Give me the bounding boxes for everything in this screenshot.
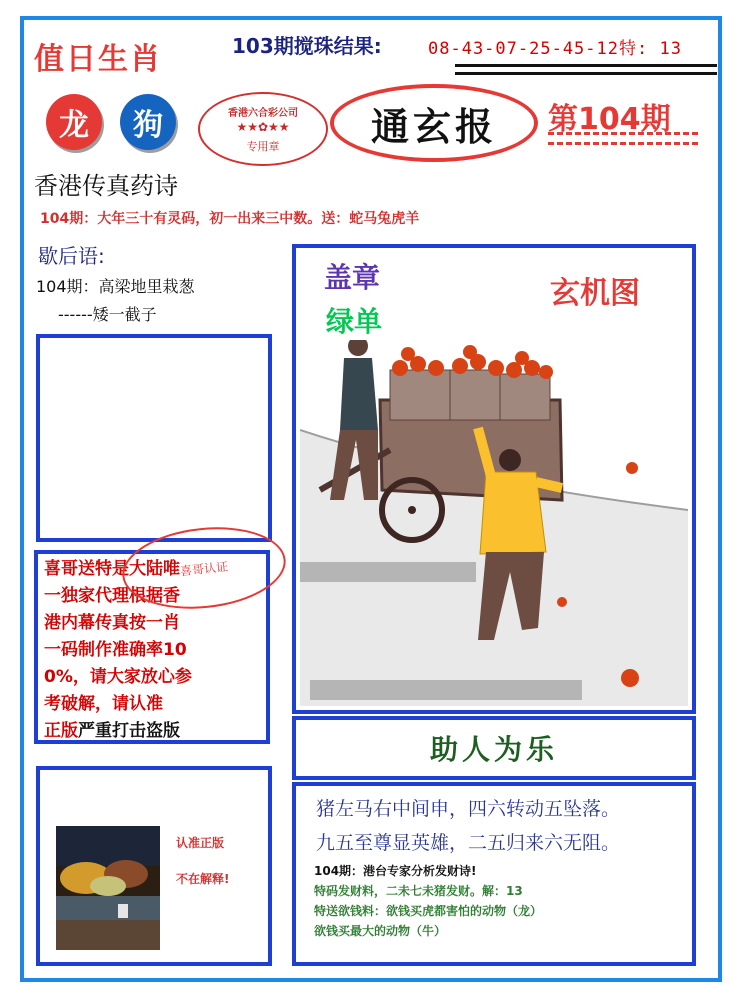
issue-underline [548, 132, 698, 138]
verse-small-3: 特送欲钱料：欲钱买虎都害怕的动物（龙） [314, 904, 543, 918]
seal-stars: ★★✿★★ [236, 120, 290, 134]
promo-line-3: 港内幕传真按一肖 [44, 613, 180, 633]
photo-caption-1: 认准正版 [176, 836, 225, 850]
redaction-bar [310, 680, 582, 700]
saying-line-1: 104期：高梁地里栽葱 [36, 277, 195, 296]
puzzle-caption-box [292, 716, 696, 780]
promo-line-7b: 严重打击盗版 [78, 721, 180, 741]
zodiac-dog-badge: 狗 [120, 94, 176, 150]
promo-line-7a: 正版 [44, 721, 78, 741]
underline-dash [455, 72, 717, 75]
puzzle-title: 玄机图 [550, 276, 640, 311]
promo-line-4: 一码制作准确率10 [44, 640, 187, 660]
promo-line-7 [44, 718, 192, 745]
verse-line-2: 九五至尊显英雄，二五归来六无阻。 [316, 832, 621, 854]
promo-line-6: 考破解，请认准 [44, 694, 163, 714]
underline-dash [455, 64, 717, 67]
verse-small-4: 欲钱买最大的动物（牛） [314, 924, 447, 938]
saying-line-2: ------矮一截子 [58, 305, 157, 324]
promo-line-1: 喜哥送特是大陆唯 [44, 559, 180, 579]
landscape-photo [56, 826, 160, 950]
promo-line-2: 一独家代理根据香 [44, 586, 180, 606]
issue-underline [548, 142, 698, 148]
verse-box [292, 782, 696, 966]
verse-small-2: 特码发财料，二未七未猪发财。解：13 [314, 884, 523, 898]
logo [330, 84, 538, 162]
cart-illustration [300, 340, 688, 706]
seal-text-bottom: 专用章 [246, 140, 280, 153]
saying-title: 歇后语: [38, 244, 105, 268]
zodiac-dragon-badge: 龙 [46, 94, 102, 150]
empty-box [36, 334, 272, 542]
draw-result-label: 103期搅珠结果: [232, 34, 382, 58]
seal-text-top: 香港六合彩公司 [228, 108, 298, 119]
puzzle-caption: 助人为乐 [429, 733, 558, 766]
promo-line-5: 0%，请大家放心参 [44, 667, 192, 687]
poem-title: 香港传真药诗 [34, 172, 178, 200]
promo-stamp-text: 喜哥认证 [179, 559, 229, 578]
verse-small-1: 104期：港台专家分析发财诗! [314, 864, 477, 878]
poem-line: 104期：大年三十有灵码，初一出来三中数。送：蛇马兔虎羊 [40, 211, 420, 227]
zodiac-day-title: 值日生肖 [34, 42, 162, 77]
company-seal [198, 92, 328, 166]
stamp-label: 盖章 [324, 261, 381, 294]
photo-box [36, 766, 272, 966]
photo-caption-2: 不在解释! [176, 872, 230, 886]
puzzle-panel [292, 244, 696, 714]
green-label: 绿单 [326, 305, 383, 338]
draw-result-numbers: 08-43-07-25-45-12特: 13 [428, 39, 682, 59]
issue-number: 第104期 [548, 102, 671, 137]
redaction-bar [300, 562, 476, 582]
logo-text: 通玄报 [370, 103, 497, 149]
verse-line-1: 猪左马右中间申，四六转动五坠落。 [316, 798, 621, 820]
